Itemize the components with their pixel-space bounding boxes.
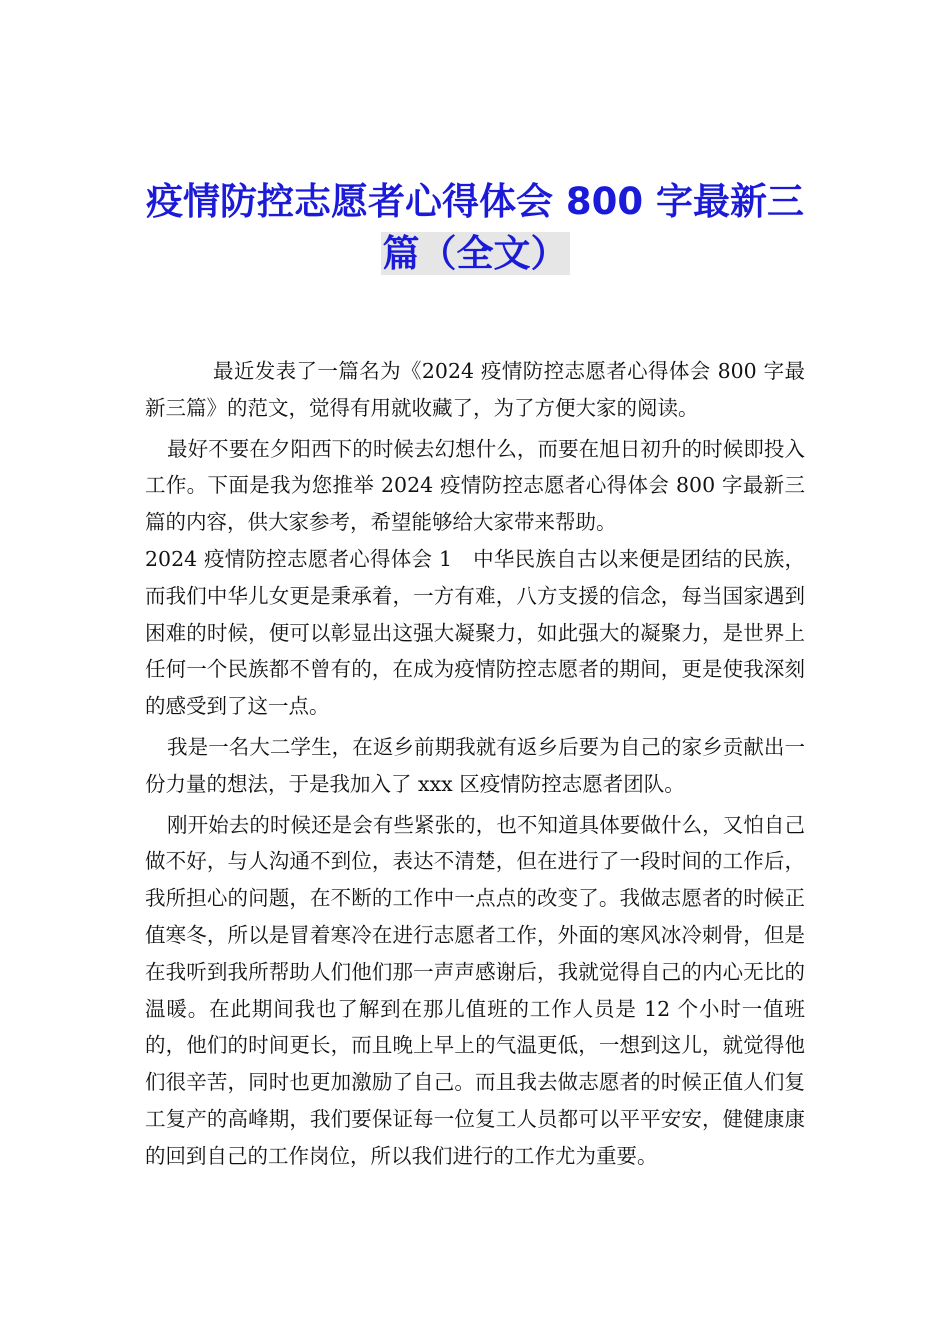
paragraph-experience: 刚开始去的时候还是会有些紧张的，也不知道具体要做什么，又怕自己做不好，与人沟通不到位，表达不清楚，但在进行了一段时间的工作后，我所担心的问题，在不断的工作中一点点的改变了。我做志愿者的时候正值寒冬，所以是冒着寒冷在进行志愿者工作，外面的寒风冰冷刺骨，但是在我听到我所帮助人们他们那一声声感谢后，我就觉得自己的内心无比的温暖。在此期间我也了解到在那儿值班的工作人员是 12 个小时一值班的，他们的时间更长，而且晚上早上的气温更低，一想到这儿，就觉得他们很辛苦，同时也更加激励了自己。而且我去做志愿者的时候正值人们复工复产的高峰期，我们要保证每一位复工人员都可以平平安安，健健康康的回到自己的工作岗位，所以我们进行的工作尤为重要。 xyxy=(145,812,805,1168)
paragraph-preface: 最好不要在夕阳西下的时候去幻想什么，而要在旭日初升的时候即投入工作。下面是我为您推举 2024 疫情防控志愿者心得体会 800 字最新三篇的内容，供大家参考，希望能够给大家带来帮助。 xyxy=(145,436,805,535)
document-body xyxy=(145,353,805,1175)
title-line-2: 篇（全文） xyxy=(382,232,568,275)
document-title xyxy=(140,176,810,280)
title-line-1: 疫情防控志愿者心得体会 800 字最新三 xyxy=(146,180,804,223)
paragraph-intro: 最近发表了一篇名为《2024 疫情防控志愿者心得体会 800 字最新三篇》的范文，觉得有用就收藏了，为了方便大家的阅读。 xyxy=(145,359,805,420)
paragraph-section-1: 2024 疫情防控志愿者心得体会 1 中华民族自古以来便是团结的民族，而我们中华儿女更是秉承着，一方有难，八方支援的信念，每当国家遇到困难的时候，便可以彰显出这强大凝聚力，如此强大的凝聚力，是世界上任何一个民族都不曾有的，在成为疫情防控志愿者的期间，更是使我深刻的感受到了这一点。 xyxy=(145,546,805,719)
paragraph-student: 我是一名大二学生，在返乡前期我就有返乡后要为自己的家乡贡献出一份力量的想法，于是我加入了 xxx 区疫情防控志愿者团队。 xyxy=(145,734,805,796)
